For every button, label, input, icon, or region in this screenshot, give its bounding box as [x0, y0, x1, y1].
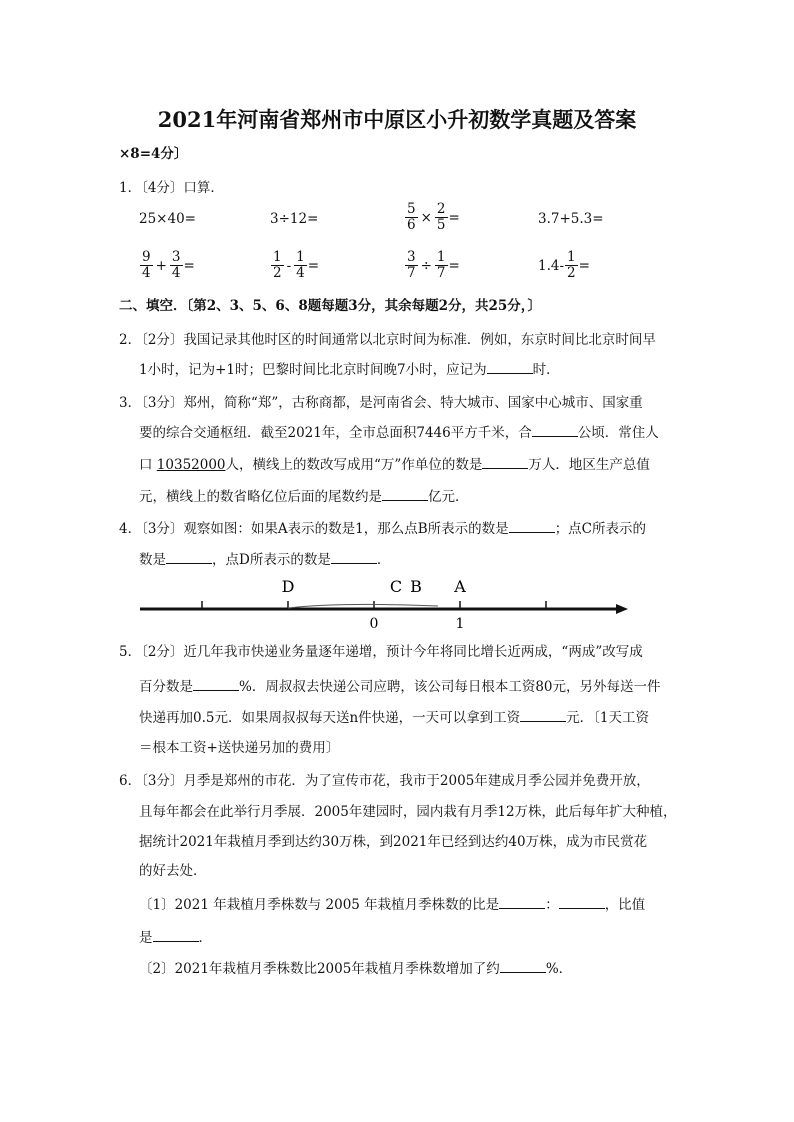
- q5-line-1: 5．〔2分〕近几年我市快递业务量逐年递增，预计今年将同比增长近两成，“两成”改写成: [119, 644, 643, 660]
- underlined-number: 10352000: [156, 457, 226, 473]
- q1-expr-4: 3.7+5.3=: [538, 211, 604, 227]
- answer-blank: [193, 676, 239, 691]
- answer-blank: [532, 422, 578, 437]
- q1-expr-3: $\frac{5}{6}$ × $\frac{2}{5}$ =: [407, 201, 460, 233]
- fraction: $\frac{9}{4}$: [142, 249, 151, 281]
- q6-line-2: 且每年都会在此举行月季展．2005年建园时，园内栽有月季12万株，此后每年扩大种植，: [139, 804, 677, 820]
- point-D-label: D: [281, 577, 295, 596]
- point-A-label: A: [454, 577, 466, 596]
- fraction: $\frac{1}{7}$: [436, 249, 446, 281]
- page-title: 2021年河南省郑州市中原区小升初数学真题及答案: [157, 107, 637, 132]
- fraction: $\frac{1}{2}$: [273, 249, 282, 281]
- q4-line-1: 4．〔3分〕观察如图：如果A表示的数是1，那么点B所表示的数是 ；点C所表示的: [119, 518, 646, 538]
- answer-blank: [153, 927, 199, 942]
- q2-line-2: 1小时，记为+1时；巴黎时间比北京时间晚7小时，应记为 时．: [139, 359, 560, 379]
- answer-blank: [559, 894, 605, 909]
- answer-blank: [331, 549, 377, 564]
- q1-expr-2: 3÷12=: [270, 211, 319, 227]
- section2-heading: 二、填空．〔第2、3、5、6、8题每题3分，其余每题2分，共25分，〕: [119, 298, 542, 314]
- fraction: $\frac{3}{4}$: [171, 249, 181, 281]
- answer-blank: [500, 958, 546, 973]
- q1-expr-7: $\frac{3}{7}$ ÷ $\frac{1}{7}$ =: [407, 249, 460, 281]
- q4-line-2: 数是 ，点D所表示的数是 ．: [139, 549, 390, 569]
- answer-blank: [509, 518, 555, 533]
- q3-line-2: 要的综合交通枢纽．截至2021年，全市总面积7446平方千米，合 公顷．常住人: [139, 422, 659, 442]
- fraction: $\frac{3}{7}$: [407, 249, 416, 281]
- q6-line-3: 据统计2021年栽植月季到达约30万株，到2021年已经到达约40万株，成为市民赏花: [139, 834, 648, 850]
- q5-line-4: ＝根本工资+送快递另加的费用〕: [139, 740, 340, 756]
- q3-line-1: 3．〔3分〕郑州，简称“郑”，古称商都，是河南省会、特大城市、国家中心城市、国家重: [119, 395, 643, 411]
- q1-expr-8: 1.4- $\frac{1}{2}$ =: [538, 249, 590, 281]
- answer-blank: [487, 359, 533, 374]
- tick-label-one: 1: [455, 616, 465, 632]
- answer-blank: [499, 894, 545, 909]
- q1-expr-1: 25×40=: [139, 211, 196, 227]
- point-B-label: B: [410, 577, 422, 596]
- section1-tail: ×8=4分〕: [119, 146, 188, 162]
- number-line-arrow: [616, 604, 628, 614]
- brace-curve: [288, 604, 438, 608]
- q5-line-2: 百分数是 %．周叔叔去快递公司应聘，该公司每日根本工资80元，另外每送一件: [139, 676, 661, 696]
- fraction: $\frac{1}{2}$: [567, 249, 576, 281]
- answer-blank: [520, 707, 566, 722]
- answer-blank: [166, 549, 212, 564]
- q2-line-1: 2．〔2分〕我国记录其他时区的时间通常以北京时间为标准．例如，东京时间比北京时间早: [119, 332, 656, 348]
- point-C-label: C: [389, 577, 403, 596]
- answer-blank: [482, 454, 528, 469]
- q6-sub-1: 〔1〕2021 年栽植月季株数与 2005 年栽植月季株数的比是 ： ，比值: [139, 894, 645, 914]
- fraction: $\frac{1}{4}$: [296, 249, 305, 281]
- number-line-figure: [138, 574, 628, 634]
- q6-line-1: 6．〔3分〕月季是郑州的市花．为了宣传市花，我市于2005年建成月季公园并免费开放，: [119, 773, 650, 789]
- fraction: $\frac{2}{5}$: [436, 201, 446, 233]
- q1-expr-6: $\frac{1}{2}$ - $\frac{1}{4}$ =: [273, 249, 320, 281]
- q6-sub-2: 〔2〕2021年栽植月季株数比2005年栽植月季株数增加了约 %．: [139, 958, 572, 978]
- q5-line-3: 快递再加0.5元．如果周叔叔每天送n件快递，一天可以拿到工资 元．〔1天工资: [139, 707, 649, 727]
- tick-label-zero: 0: [369, 616, 379, 632]
- answer-blank: [382, 486, 428, 501]
- fraction: $\frac{5}{6}$: [407, 201, 416, 233]
- q3-line-3: 口 10352000人，横线上的数改写成用“万”作单位的数是 万人．地区生产总值: [139, 454, 650, 474]
- q3-line-4: 元，横线上的数省略亿位后面的尾数约是 亿元．: [139, 486, 469, 506]
- q6-line-4: 的好去处．: [139, 863, 207, 879]
- q6-sub-1-cont: 是 ．: [139, 927, 212, 947]
- q1-label: 1．〔4分〕口算．: [119, 180, 224, 196]
- q1-expr-5: $\frac{9}{4}$ + $\frac{3}{4}$ =: [142, 249, 195, 281]
